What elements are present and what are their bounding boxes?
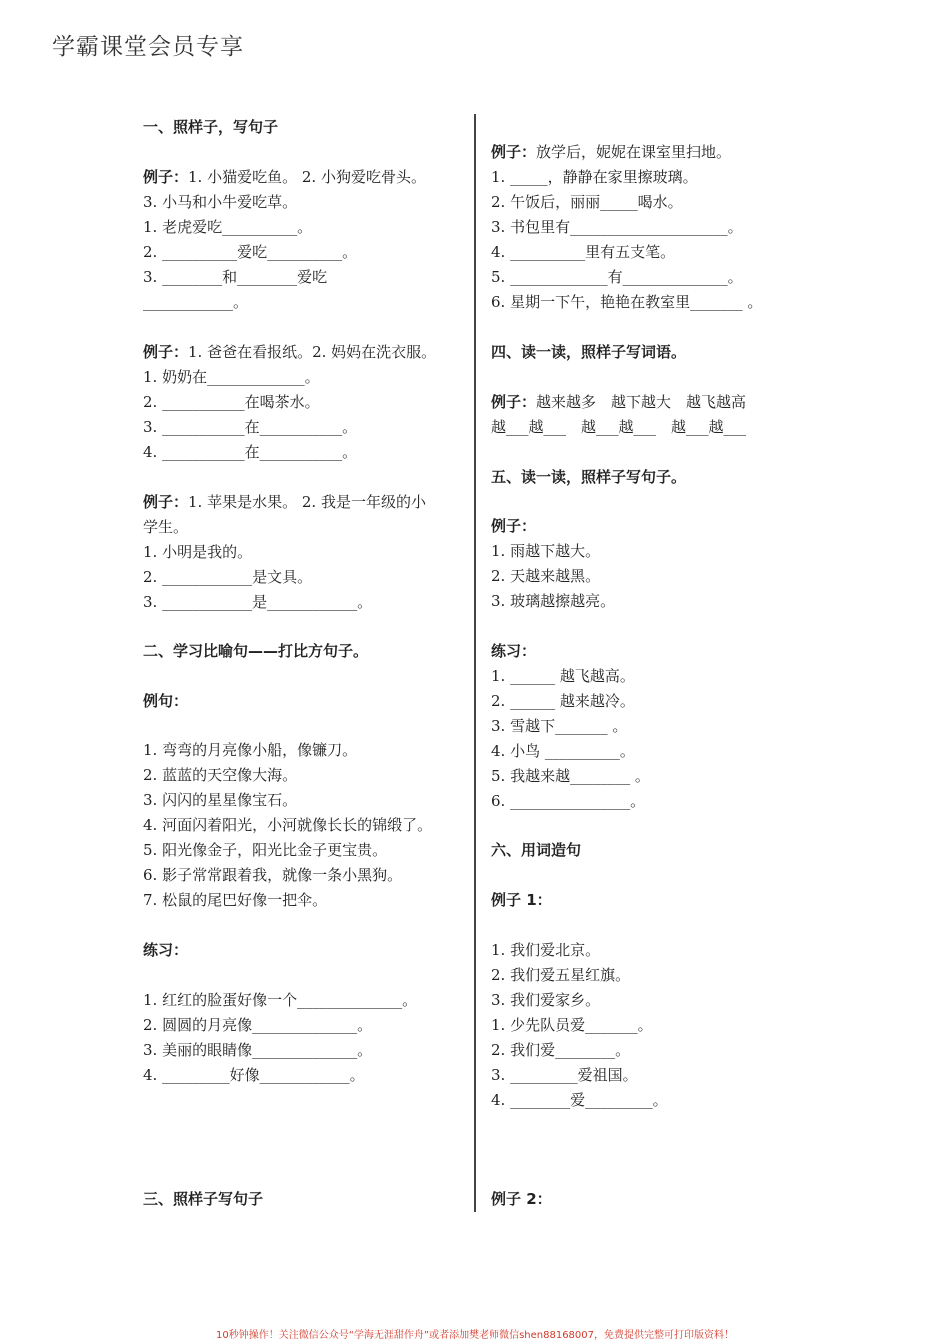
exercise-2-item-3: 3. ___________在___________。 — [143, 418, 358, 436]
exercise-3-item-3: 3. ____________是____________。 — [143, 593, 373, 611]
simile-example-7: 7. 松鼠的尾巴好像一把伞。 — [143, 891, 328, 909]
simile-example-6: 6. 影子常常跟着我，就像一条小黑狗。 — [143, 866, 403, 884]
exercise-2-item-1: 1. 奶奶在_____________。 — [143, 368, 320, 386]
example-3-text: 1. 苹果是水果。 2. 我是一年级的小 — [188, 493, 426, 511]
exercise-1-item-3: 3. ________和________爱吃 — [143, 268, 328, 286]
practice-5-label: 练习： — [491, 642, 537, 660]
time-practice-3: 3. 书包里有_____________________。 — [491, 218, 743, 236]
exercise-3-item-2: 2. ____________是文具。 — [143, 568, 313, 586]
practice-6-item-4: 4. ________爱_________。 — [491, 1091, 668, 1109]
section-6-title: 六、用词造句 — [491, 841, 582, 859]
practice-5-item-2: 2. ______ 越来越冷。 — [491, 692, 635, 710]
section-5-title: 五、读一读，照样子写句子。 — [491, 468, 687, 486]
section-1-title: 一、照样子，写句子 — [143, 118, 279, 136]
example-5-label: 例子： — [491, 517, 537, 535]
page-header-title: 学霸课堂会员专享 — [52, 34, 244, 60]
example-4-label: 例子： — [491, 393, 537, 411]
section-2-title: 二、学习比喻句——打比方句子。 — [143, 642, 369, 660]
example-4-text: 越来越多 越下越大 越飞越高 — [536, 393, 747, 411]
simile-practice-3: 3. 美丽的眼睛像______________。 — [143, 1041, 373, 1059]
exercise-1-item-3-cont: ____________。 — [143, 293, 249, 311]
example-5-item-1: 1. 雨越下越大。 — [491, 542, 601, 560]
practice-5-item-3: 3. 雪越下_______ 。 — [491, 717, 628, 735]
word-practice: 越___越___ 越___越___ 越___越___ — [491, 418, 747, 436]
example-3 — [143, 491, 426, 513]
section-4-title: 四、读一读，照样子写词语。 — [491, 343, 687, 361]
simile-example-5: 5. 阳光像金子，阳光比金子更宝贵。 — [143, 841, 388, 859]
simile-example-2: 2. 蓝蓝的天空像大海。 — [143, 766, 298, 784]
exercise-2-item-4: 4. ___________在___________。 — [143, 443, 358, 461]
example-5-item-3: 3. 玻璃越擦越亮。 — [491, 592, 616, 610]
practice-6-item-1: 1. 少先队员爱_______。 — [491, 1016, 653, 1034]
example-2-label: 例子： — [143, 343, 189, 361]
example-time-label: 例子： — [491, 143, 537, 161]
section-3-title: 三、照样子写句子 — [143, 1190, 264, 1208]
liju-label: 例句： — [143, 692, 189, 710]
example-1-label: 例子： — [143, 168, 189, 186]
example-1-text: 1. 小猫爱吃鱼。 2. 小狗爱吃骨头。 — [188, 168, 426, 186]
practice-5-item-6: 6. ________________。 — [491, 792, 646, 810]
footer-notice: 10秒钟操作！关注微信公众号“学海无涯甜作舟”或者添加樊老师微信shen88168007，免费提供完整可打印版资料！ — [215, 1330, 735, 1341]
column-divider — [474, 114, 476, 1212]
exercise-1-item-1: 1. 老虎爱吃__________。 — [143, 218, 313, 236]
simile-example-3: 3. 闪闪的星星像宝石。 — [143, 791, 298, 809]
practice-5-item-4: 4. 小鸟 __________。 — [491, 742, 635, 760]
example-6a-item-3: 3. 我们爱家乡。 — [491, 991, 601, 1009]
practice-label: 练习： — [143, 941, 189, 959]
time-practice-6: 6. 星期一下午，艳艳在教室里_______ 。 — [491, 293, 763, 311]
exercise-3-item-1: 1. 小明是我的。 — [143, 543, 253, 561]
example-6a-item-1: 1. 我们爱北京。 — [491, 941, 601, 959]
example-3-label: 例子： — [143, 493, 189, 511]
time-practice-2: 2. 午饭后，丽丽_____喝水。 — [491, 193, 683, 211]
example-1-cont: 3. 小马和小牛爱吃草。 — [143, 193, 298, 211]
example-1 — [143, 166, 426, 188]
example-3-cont: 学生。 — [143, 518, 189, 536]
example-6b-label: 例子 2： — [491, 1190, 552, 1208]
example-time — [491, 141, 731, 163]
simile-practice-1: 1. 红红的脸蛋好像一个______________。 — [143, 991, 418, 1009]
example-4 — [491, 391, 746, 413]
exercise-2-item-2: 2. ___________在喝茶水。 — [143, 393, 320, 411]
example-2-text: 1. 爸爸在看报纸。2. 妈妈在洗衣服。 — [188, 343, 437, 361]
time-practice-5: 5. _____________有______________。 — [491, 268, 743, 286]
example-2 — [143, 341, 436, 363]
practice-6-item-3: 3. _________爱祖国。 — [491, 1066, 638, 1084]
simile-practice-4: 4. _________好像____________。 — [143, 1066, 365, 1084]
practice-5-item-1: 1. ______ 越飞越高。 — [491, 667, 635, 685]
example-5-item-2: 2. 天越来越黑。 — [491, 567, 601, 585]
practice-6-item-2: 2. 我们爱________。 — [491, 1041, 631, 1059]
example-time-text: 放学后，妮妮在课室里扫地。 — [536, 143, 732, 161]
practice-5-item-5: 5. 我越来越________ 。 — [491, 767, 650, 785]
time-practice-1: 1. _____，静静在家里擦玻璃。 — [491, 168, 698, 186]
exercise-1-item-2: 2. __________爱吃__________。 — [143, 243, 358, 261]
example-6a-item-2: 2. 我们爱五星红旗。 — [491, 966, 631, 984]
time-practice-4: 4. __________里有五支笔。 — [491, 243, 676, 261]
simile-example-4: 4. 河面闪着阳光，小河就像长长的锦缎了。 — [143, 816, 433, 834]
example-6a-label: 例子 1： — [491, 891, 552, 909]
simile-example-1: 1. 弯弯的月亮像小船，像镰刀。 — [143, 741, 358, 759]
simile-practice-2: 2. 圆圆的月亮像______________。 — [143, 1016, 373, 1034]
